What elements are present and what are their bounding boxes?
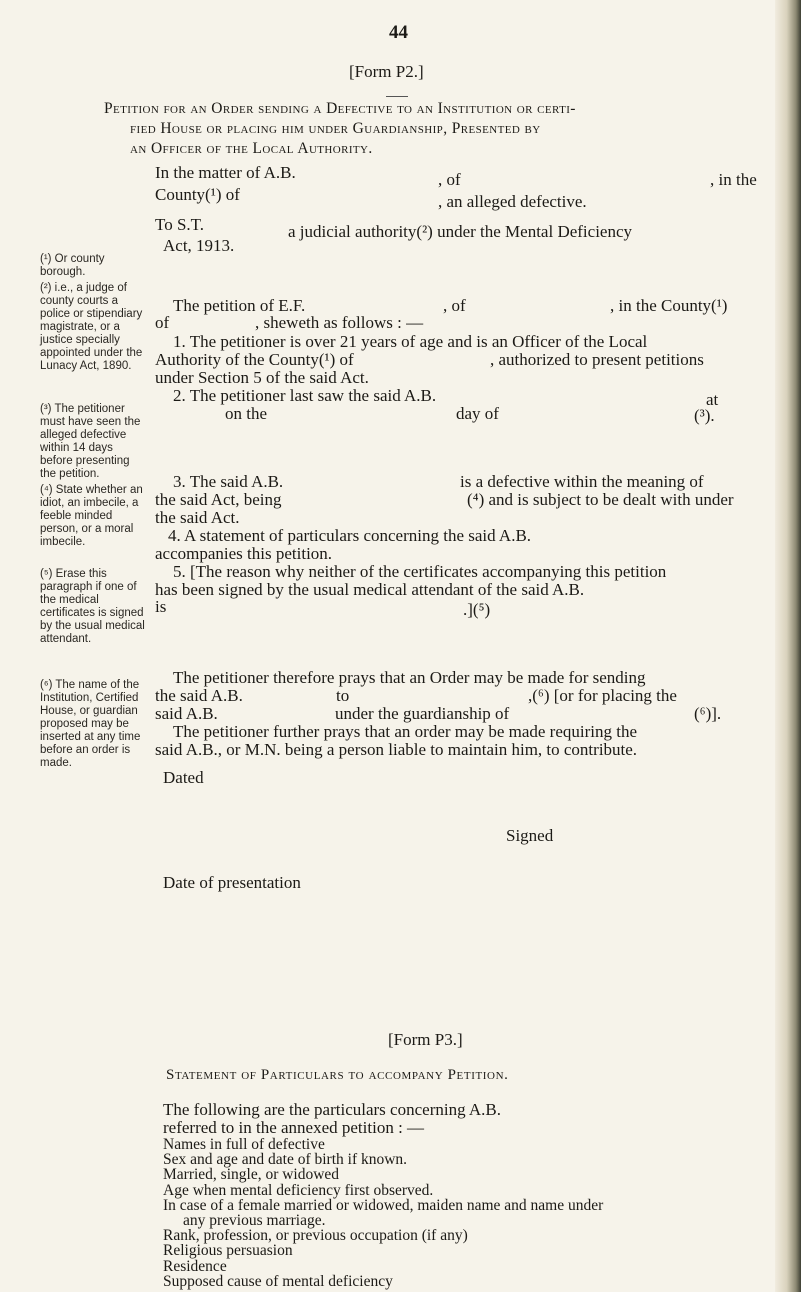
prays-line-3a: said A.B. [155, 704, 218, 723]
separator-rule [386, 96, 408, 97]
particulars-item: In case of a female married or widowed, maiden name and name under [163, 1196, 604, 1214]
date-of-presentation-label: Date of presentation [163, 873, 301, 892]
para-3-line-1b: is a defective within the meaning of [460, 472, 704, 491]
petition-of-2: , of [443, 296, 466, 315]
form-p3-intro-line-2: referred to in the annexed petition : — [163, 1118, 425, 1137]
para-5-line-1: 5. [The reason why neither of the certificates accompanying this petition [173, 562, 667, 581]
margin-note-1: (¹) Or county borough. [40, 253, 105, 278]
para-1-line-3: under Section 5 of the said Act. [155, 368, 369, 387]
prays-line-2b: to [336, 686, 350, 705]
para-2-line-1: 2. The petitioner last saw the said A.B. [173, 386, 437, 405]
form-p2-title-line-1: Petition for an Order sending a Defective to an Institution or certi- [104, 100, 576, 117]
page-edge-shadow [775, 0, 801, 1292]
petition-county: , in the County(¹) [610, 296, 728, 315]
form-p2-title-line-2: fied House or placing him under Guardianship, Presented by [130, 120, 541, 137]
margin-note-5: (⁵) Erase this paragraph if one of the medical certificates is signed by the usual medical attendant. [40, 568, 145, 645]
particulars-item: any previous marriage. [183, 1212, 326, 1229]
prays-line-1: The petitioner therefore prays that an Order may be made for sending [173, 668, 646, 687]
para-2-day-of: day of [456, 404, 499, 423]
para-4-line-2: accompanies this petition. [155, 544, 333, 563]
sheweth-of: of [155, 313, 170, 332]
sheweth-as-follows: , sheweth as follows : — [255, 313, 424, 332]
matter-in-the: , in the [710, 170, 757, 189]
dated-label: Dated [163, 768, 204, 787]
para-2-footnote-3: (³). [694, 406, 715, 425]
particulars-item: Religious persuasion [163, 1242, 293, 1260]
petition-of: The petition of E.F. [173, 296, 306, 315]
para-4-line-1: 4. A statement of particulars concerning the said A.B. [168, 526, 532, 545]
prays-line-5: said A.B., or M.N. being a person liable to maintain him, to contribute. [155, 740, 638, 759]
form-p3-intro-line-1: The following are the particulars concerning A.B. [163, 1100, 501, 1119]
particulars-item: Supposed cause of mental deficiency [163, 1272, 393, 1290]
form-p3-label: [Form P3.] [388, 1030, 463, 1049]
prays-line-2a: the said A.B. [155, 686, 243, 705]
form-p2-label: [Form P2.] [349, 62, 424, 81]
margin-note-4: (⁴) State whether an idiot, an imbecile, a feeble minded person, or a moral imbecile. [40, 484, 143, 548]
para-1-line-2b: , authorized to present petitions [490, 350, 704, 369]
matter-line-1: In the matter of A.B. [155, 163, 296, 182]
prays-line-4: The petitioner further prays that an order may be made requiring the [173, 722, 638, 741]
margin-note-2: (²) i.e., a judge of county courts a police or stipendiary magistrate, or a justice specially appointed under the Lunacy Act, 1890. [40, 282, 143, 372]
para-2-on-the: on the [225, 404, 268, 423]
para-5-line-2: has been signed by the usual medical attendant of the said A.B. [155, 580, 585, 599]
para-2-at: at [706, 390, 719, 409]
para-3-line-1a: 3. The said A.B. [173, 472, 284, 491]
signed-label: Signed [506, 826, 554, 845]
to-st: To S.T. [155, 215, 205, 234]
particulars-item: Married, single, or widowed [163, 1166, 340, 1184]
particulars-item: Residence [163, 1257, 227, 1275]
matter-of: , of [438, 170, 461, 189]
para-1-line-2: Authority of the County(¹) of [155, 350, 354, 369]
prays-line-3b: under the guardianship of [335, 704, 510, 723]
act-1913: Act, 1913. [163, 236, 235, 255]
particulars-item: Rank, profession, or previous occupation (if any) [163, 1227, 468, 1245]
particulars-item: Names in full of defective [163, 1136, 325, 1153]
margin-note-6: (⁶) The name of the Institution, Certified House, or guardian proposed may be inserted at any time before an order is made. [40, 679, 141, 769]
para-3-line-2b: (⁴) and is subject to be dealt with under [467, 490, 734, 509]
particulars-item: Age when mental deficiency first observed. [163, 1181, 434, 1199]
form-p2-title-line-3: an Officer of the Local Authority. [130, 140, 373, 157]
margin-note-3: (³) The petitioner must have seen the alleged defective within 14 days before presenting the petition. [40, 403, 141, 480]
page-number: 44 [389, 22, 408, 43]
para-5-line-3b: .](⁵) [463, 600, 491, 619]
para-3-line-2a: the said Act, being [155, 490, 282, 509]
para-3-line-3: the said Act. [155, 508, 240, 527]
para-1-line-1: 1. The petitioner is over 21 years of age and is an Officer of the Local [173, 332, 648, 351]
prays-line-2c: ,(⁶) [or for placing the [528, 686, 677, 705]
para-5-line-3a: is [155, 597, 167, 616]
particulars-item: Sex and age and date of birth if known. [163, 1151, 408, 1169]
prays-line-3c: (⁶)]. [694, 704, 722, 723]
form-p3-title: Statement of Particulars to accompany Petition. [166, 1067, 509, 1083]
to-judicial-authority: a judicial authority(²) under the Mental Deficiency [288, 222, 633, 241]
matter-alleged-defective: , an alleged defective. [438, 192, 587, 211]
matter-county: County(¹) of [155, 185, 240, 204]
